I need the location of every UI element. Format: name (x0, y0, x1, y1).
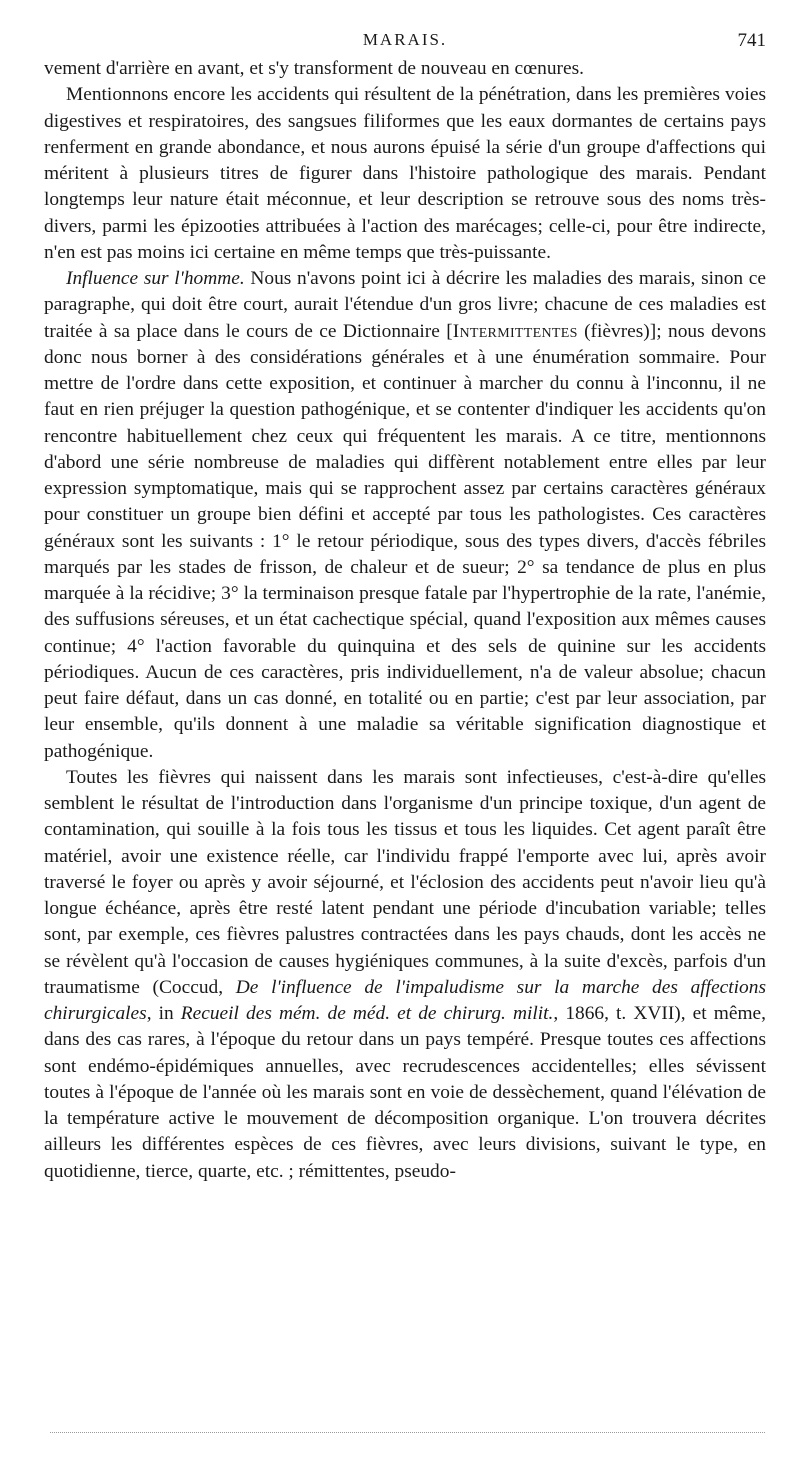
paragraph-fievres-text-c: , 1866, t. XVII), et même, dans des cas rares, à l'époque du retour dans un pays tempéré. Presque toutes ces affections sont endémo-épidémiques annuelles, avec recrudescences accidentelles; elles sévissent toutes à l'époque de l'année où les marais sont en voie de dessèchement, quand l'élévation de la température active le mouvement de décomposition organique. L'on trouvera décrites ailleurs les différentes espèces de ces fièvres, avec leurs divisions, suivant le type, en quotidienne, tierce, quarte, etc. ; rémittentes, pseudo- (44, 1003, 766, 1182)
citation-title: De l'influence de l'impaludisme sur la marche des affections chirurgicales (44, 976, 766, 1024)
running-head (44, 30, 766, 56)
paragraph-influence-text-b: (fièvres)]; nous devons donc nous borner à des considérations générales et à une énumération sommaire. Pour mettre de l'ordre dans cette exposition, et continuer à marcher du connu à l'inconnu, il ne faut en rien préjuger la question pathogénique, et se contenter d'indiquer les accidents qu'on rencontre habituellement chez ceux qui fréquentent les marais. A ce titre, mentionnons d'abord une série nombreuse de maladies qui diffèrent notablement entre elles par leur expression symptomatique, mais qui se rapprochent assez par certains caractères généraux pour constituer un groupe bien défini et accepté par tous les pathologistes. Ces caractères généraux sont les suivants : 1° le retour périodique, sous des types divers, d'accès fébriles marqués par les stades de frisson, de chaleur et de sueur; 2° sa tendance de plus en plus marquée à la récidive; 3° la terminaison presque fatale par l'hypertrophie de la rate, l'anémie, des suffusions séreuses, et un état cachectique spécial, quand l'exposition aux mêmes causes continue; 4° l'action favorable du quinquina et des sels de quinine sur les accidents périodiques. Aucun de ces caractères, pris individuellement, n'a de valeur absolue; chacun peut faire défaut, dans un cas donné, en totalité ou en partie; c'est par leur association, par leur ensemble, qu'ils donnent à une maladie sa véritable signification diagnostique et pathogénique. (44, 320, 766, 762)
page-number: 741 (737, 30, 766, 51)
paragraph-fievres-text-a: Toutes les fièvres qui naissent dans les marais sont infectieuses, c'est-à-dire qu'elles semblent le résultat de l'introduction dans l'organisme d'un principe toxique, d'un agent de contamination, qui souille à la fois tous les tissus et tous les liquides. Cet agent paraît être matériel, avoir une existence réelle, car l'individu frappé l'emporte avec lui, après avoir traversé le foyer ou après y avoir séjourné, et l'éclosion des accidents peut n'avoir lieu qu'à longue échéance, après être resté latent pendant une période d'incubation variable; telles sont, par exemple, ces fièvres palustres contractées dans les pays chauds, dont les accès ne se révèlent qu'à l'occasion de causes hygiéniques communes, à la suite d'excès, parfois d'un traumatisme (Coccud, (44, 766, 766, 998)
paragraph-sangsues: Mentionnons encore les accidents qui résultent de la pénétration, dans les premières voies digestives et respiratoires, des sangsues filiformes que les eaux dormantes de certains pays renferment en grande abondance, et nous aurons épuisé la série d'un groupe d'affections qui méritent à plusieurs titres de figurer dans l'histoire pathologique des marais. Pendant longtemps leur nature était méconnue, et leur description se retrouve sous des noms très-divers, parmi les épizooties attribuées à l'action des marécages; celle-ci, pour être indirecte, n'en est pas moins ici certaine en même temps que très-puissante. (44, 84, 766, 263)
section-heading-influence: Influence sur l'homme. (66, 268, 245, 289)
running-title: MARAIS. (362, 30, 448, 49)
body-text (44, 56, 766, 1185)
book-page (44, 30, 766, 1185)
citation-journal: Recueil des mém. de méd. et de chirurg. milit. (180, 1003, 554, 1024)
paragraph-continued: vement d'arrière en avant, et s'y transforment de nouveau en cœnures. (44, 58, 585, 79)
paragraph-fievres-text-b: , in (146, 1003, 181, 1024)
footer-rule (50, 1432, 765, 1433)
paragraph-influence-text-a: Nous n'avons point ici à décrire les maladies des marais, sinon ce paragraphe, qui doit être court, aurait l'étendue d'un gros livre; chacune de ces maladies est traitée à sa place dans le cours de ce Dictionnaire [ (44, 268, 766, 342)
cross-reference-intermittentes: Intermittentes (452, 320, 578, 342)
paragraph-influence (44, 266, 766, 765)
paragraph-fievres (44, 765, 766, 1185)
